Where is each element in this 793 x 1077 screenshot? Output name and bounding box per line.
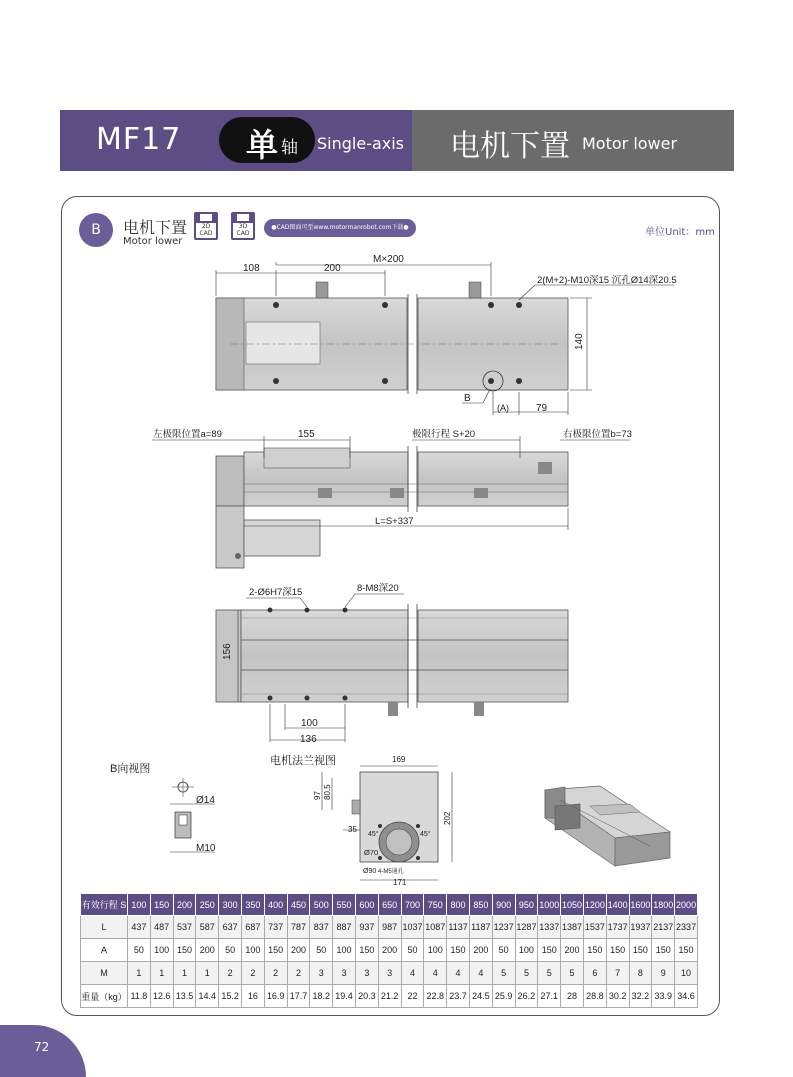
flange-35: 35 bbox=[348, 825, 357, 834]
table-cell: 3 bbox=[378, 962, 401, 985]
flange-70: Ø70 bbox=[364, 848, 379, 857]
table-row bbox=[81, 985, 698, 1008]
table-cell: 7 bbox=[606, 962, 629, 985]
table-cell: 887 bbox=[333, 916, 356, 939]
flange-171: 171 bbox=[393, 878, 407, 887]
table-cell: 28.8 bbox=[583, 985, 606, 1008]
table-header: 300 bbox=[219, 894, 242, 916]
table-header: 1200 bbox=[583, 894, 606, 916]
right-limit: 右极限位置b=73 bbox=[563, 429, 632, 440]
table-cell: 1537 bbox=[583, 916, 606, 939]
table-cell: 8 bbox=[629, 962, 652, 985]
table-cell: 737 bbox=[264, 916, 287, 939]
table-cell: 2137 bbox=[652, 916, 675, 939]
table-cell: 5 bbox=[492, 962, 515, 985]
table-cell: 1937 bbox=[629, 916, 652, 939]
label-b: B bbox=[464, 393, 471, 404]
table-cell: 150 bbox=[538, 939, 561, 962]
table-cell: 100 bbox=[150, 939, 173, 962]
side-view bbox=[152, 428, 632, 568]
axis-en: Single-axis bbox=[317, 134, 405, 153]
table-cell: 937 bbox=[355, 916, 378, 939]
table-cell: 2 bbox=[264, 962, 287, 985]
table-cell: 50 bbox=[401, 939, 424, 962]
table-header: 250 bbox=[196, 894, 219, 916]
table-cell: 2337 bbox=[675, 916, 698, 939]
tap-note: 8-M8深20 bbox=[357, 583, 399, 594]
table-cell: 5 bbox=[515, 962, 538, 985]
table-header: 200 bbox=[173, 894, 196, 916]
table-cell: 200 bbox=[196, 939, 219, 962]
table-cell: 28 bbox=[561, 985, 584, 1008]
table-cell: 1187 bbox=[469, 916, 492, 939]
top-view bbox=[216, 254, 677, 415]
table-cell: 150 bbox=[173, 939, 196, 962]
table-cell: 4 bbox=[424, 962, 447, 985]
table-cell: 22.8 bbox=[424, 985, 447, 1008]
table-cell: 9 bbox=[652, 962, 675, 985]
table-cell: 1087 bbox=[424, 916, 447, 939]
b-view-title: B向视图 bbox=[110, 763, 151, 775]
b-view-detail bbox=[110, 761, 216, 854]
table-row bbox=[81, 962, 698, 985]
table-cell: 18.2 bbox=[310, 985, 333, 1008]
table-cell: 3 bbox=[355, 962, 378, 985]
table-cell: 3 bbox=[310, 962, 333, 985]
bottom-view bbox=[216, 583, 568, 745]
dim-108: 108 bbox=[243, 263, 260, 274]
table-cell: 25.9 bbox=[492, 985, 515, 1008]
table-header: 350 bbox=[241, 894, 264, 916]
table-cell: 4 bbox=[401, 962, 424, 985]
table-cell: 200 bbox=[561, 939, 584, 962]
table-cell: 22 bbox=[401, 985, 424, 1008]
axis-cn-small: 轴 bbox=[281, 138, 298, 158]
table-cell: 23.7 bbox=[447, 985, 470, 1008]
table-cell: 11.8 bbox=[128, 985, 151, 1008]
table-cell: 1 bbox=[150, 962, 173, 985]
table-cell: 1287 bbox=[515, 916, 538, 939]
table-cell: 17.7 bbox=[287, 985, 310, 1008]
table-header: 450 bbox=[287, 894, 310, 916]
table-header: 500 bbox=[310, 894, 333, 916]
table-cell: 14.4 bbox=[196, 985, 219, 1008]
table-cell: 16 bbox=[241, 985, 264, 1008]
table-cell: 1 bbox=[196, 962, 219, 985]
flange-202: 202 bbox=[443, 811, 452, 825]
unit-label: 单位Unit：mm bbox=[645, 227, 715, 238]
flange-90: Ø90 bbox=[363, 868, 377, 875]
table-cell: 537 bbox=[173, 916, 196, 939]
table-cell: 637 bbox=[219, 916, 242, 939]
table-header: 2000 bbox=[675, 894, 698, 916]
axis-cn-big: 单 bbox=[246, 126, 279, 164]
table-cell: 50 bbox=[492, 939, 515, 962]
section-title-en: Motor lower bbox=[123, 236, 183, 247]
table-header: 850 bbox=[469, 894, 492, 916]
m10-label: M10 bbox=[196, 843, 216, 854]
table-cell: 1037 bbox=[401, 916, 424, 939]
flange-169: 169 bbox=[392, 755, 406, 764]
dim-136: 136 bbox=[300, 734, 317, 745]
stroke-label: 极限行程 S+20 bbox=[412, 429, 476, 440]
label-a: (A) bbox=[497, 403, 509, 413]
table-cell: 16.9 bbox=[264, 985, 287, 1008]
table-header: 150 bbox=[150, 894, 173, 916]
table-header: 800 bbox=[447, 894, 470, 916]
table-header: 100 bbox=[128, 894, 151, 916]
table-cell: 2 bbox=[219, 962, 242, 985]
dia14-label: Ø14 bbox=[196, 795, 215, 806]
cad-2d-label: 2D CAD bbox=[196, 223, 216, 238]
table-cell: 4 bbox=[469, 962, 492, 985]
table-cell: 150 bbox=[355, 939, 378, 962]
product-isometric-image bbox=[545, 786, 670, 866]
table-cell: 487 bbox=[150, 916, 173, 939]
table-cell: 15.2 bbox=[219, 985, 242, 1008]
table-header: 550 bbox=[333, 894, 356, 916]
table-cell: A bbox=[81, 939, 128, 962]
spec-table bbox=[80, 893, 698, 1008]
dim-200: 200 bbox=[324, 263, 341, 274]
flange-80: 80.5 bbox=[323, 784, 332, 800]
table-cell: 1 bbox=[128, 962, 151, 985]
table-cell: 437 bbox=[128, 916, 151, 939]
pin-note: 2-Ø6H7深15 bbox=[249, 587, 303, 598]
dim-79: 79 bbox=[536, 403, 548, 414]
table-cell: 1137 bbox=[447, 916, 470, 939]
table-cell: 150 bbox=[675, 939, 698, 962]
table-cell: 19.4 bbox=[333, 985, 356, 1008]
table-cell: 687 bbox=[241, 916, 264, 939]
table-cell: 重量（kg） bbox=[81, 985, 128, 1008]
table-cell: M bbox=[81, 962, 128, 985]
flange-45a: 45° bbox=[368, 831, 379, 838]
table-header: 400 bbox=[264, 894, 287, 916]
table-cell: 5 bbox=[561, 962, 584, 985]
table-cell: 50 bbox=[128, 939, 151, 962]
table-cell: 6 bbox=[583, 962, 606, 985]
table-cell: 150 bbox=[583, 939, 606, 962]
cad-3d-label: 3D CAD bbox=[233, 223, 253, 238]
table-row bbox=[81, 916, 698, 939]
page-number: 72 bbox=[34, 1040, 50, 1054]
flange-45b: 45° bbox=[420, 831, 431, 838]
table-cell: 50 bbox=[310, 939, 333, 962]
table-cell: 26.2 bbox=[515, 985, 538, 1008]
table-header: 1050 bbox=[561, 894, 584, 916]
table-header: 950 bbox=[515, 894, 538, 916]
dim-m200: M×200 bbox=[373, 254, 404, 265]
table-header: 1600 bbox=[629, 894, 652, 916]
table-cell: 100 bbox=[424, 939, 447, 962]
table-cell: 5 bbox=[538, 962, 561, 985]
table-cell: 150 bbox=[264, 939, 287, 962]
section-title-cn: 电机下置 bbox=[123, 218, 188, 237]
dim-156: 156 bbox=[222, 643, 233, 660]
model-title: MF17 bbox=[96, 122, 182, 157]
table-header-row bbox=[81, 894, 698, 916]
flange-m5: 4-M5通孔 bbox=[378, 869, 404, 875]
section-badge: B bbox=[79, 213, 113, 247]
table-cell: 1387 bbox=[561, 916, 584, 939]
left-limit: 左极限位置a=89 bbox=[153, 429, 222, 440]
table-cell: 50 bbox=[219, 939, 242, 962]
table-header: 700 bbox=[401, 894, 424, 916]
length-label: L=S+337 bbox=[375, 516, 414, 527]
table-cell: 10 bbox=[675, 962, 698, 985]
table-header: 1000 bbox=[538, 894, 561, 916]
table-header: 750 bbox=[424, 894, 447, 916]
table-cell: 30.2 bbox=[606, 985, 629, 1008]
table-cell: 3 bbox=[333, 962, 356, 985]
table-cell: 100 bbox=[241, 939, 264, 962]
table-cell: 20.3 bbox=[355, 985, 378, 1008]
table-header: 有效行程 S bbox=[81, 894, 128, 916]
table-cell: 2 bbox=[241, 962, 264, 985]
dim-155: 155 bbox=[298, 429, 315, 440]
table-cell: 837 bbox=[310, 916, 333, 939]
table-cell: 21.2 bbox=[378, 985, 401, 1008]
table-cell: L bbox=[81, 916, 128, 939]
dim-100: 100 bbox=[301, 718, 318, 729]
table-cell: 32.2 bbox=[629, 985, 652, 1008]
table-cell: 200 bbox=[287, 939, 310, 962]
table-cell: 33.9 bbox=[652, 985, 675, 1008]
cad-download-link[interactable]: ●CAD图面可至www.motormanrobot.com下载● bbox=[264, 219, 416, 237]
table-cell: 1337 bbox=[538, 916, 561, 939]
motor-title-cn: 电机下置 bbox=[450, 129, 570, 164]
table-cell: 587 bbox=[196, 916, 219, 939]
table-cell: 200 bbox=[378, 939, 401, 962]
table-cell: 12.6 bbox=[150, 985, 173, 1008]
table-cell: 100 bbox=[515, 939, 538, 962]
table-cell: 1237 bbox=[492, 916, 515, 939]
table-cell: 1737 bbox=[606, 916, 629, 939]
motor-title-en: Motor lower bbox=[582, 134, 678, 153]
table-cell: 13.5 bbox=[173, 985, 196, 1008]
table-cell: 787 bbox=[287, 916, 310, 939]
table-cell: 100 bbox=[333, 939, 356, 962]
table-cell: 150 bbox=[629, 939, 652, 962]
table-row bbox=[81, 939, 698, 962]
table-cell: 2 bbox=[287, 962, 310, 985]
table-cell: 34.6 bbox=[675, 985, 698, 1008]
hole-note: 2(M+2)-M10深15 沉孔Ø14深20.5 bbox=[537, 275, 677, 286]
table-header: 600 bbox=[355, 894, 378, 916]
table-cell: 150 bbox=[606, 939, 629, 962]
dim-140: 140 bbox=[574, 333, 585, 350]
table-header: 1400 bbox=[606, 894, 629, 916]
table-header: 900 bbox=[492, 894, 515, 916]
flange-97: 97 bbox=[313, 791, 322, 800]
table-cell: 24.5 bbox=[469, 985, 492, 1008]
flange-view bbox=[270, 753, 452, 887]
table-cell: 27.1 bbox=[538, 985, 561, 1008]
table-header: 650 bbox=[378, 894, 401, 916]
table-cell: 150 bbox=[447, 939, 470, 962]
table-cell: 150 bbox=[652, 939, 675, 962]
table-cell: 200 bbox=[469, 939, 492, 962]
table-cell: 4 bbox=[447, 962, 470, 985]
flange-title: 电机法兰视图 bbox=[270, 755, 336, 767]
table-header: 1800 bbox=[652, 894, 675, 916]
table-cell: 1 bbox=[173, 962, 196, 985]
table-cell: 987 bbox=[378, 916, 401, 939]
